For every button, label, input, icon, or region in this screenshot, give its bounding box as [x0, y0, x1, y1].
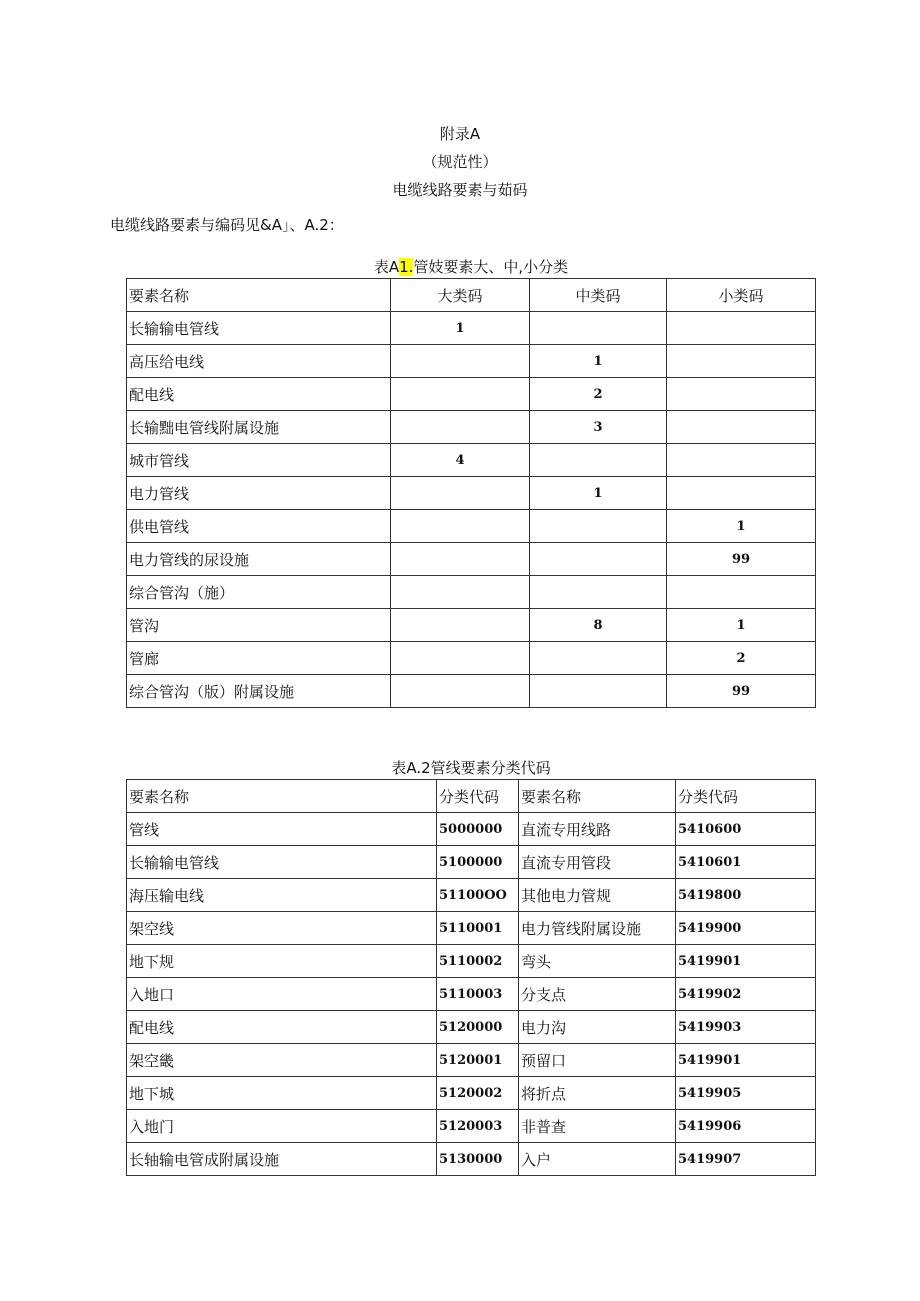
middle-code-cell: 3: [530, 411, 667, 444]
table-row: [127, 543, 816, 576]
table-row: [127, 978, 816, 1011]
classification-code-cell: 5419903: [676, 1011, 816, 1044]
middle-code-cell: [530, 576, 667, 609]
major-code-cell: [391, 510, 530, 543]
table-row: [127, 1143, 816, 1176]
table1-header-cell: 中类码: [530, 279, 667, 312]
table1-caption-suffix: 管妓要素大、中,小分类: [413, 258, 569, 276]
element-name-cell: 配电线: [127, 1011, 437, 1044]
element-name-cell: 长轴输电管成附属设施: [127, 1143, 437, 1176]
table1-header-row: [127, 279, 816, 312]
table-row: [127, 1110, 816, 1143]
table1-header-cell: 小类码: [667, 279, 816, 312]
minor-code-cell: [667, 378, 816, 411]
middle-code-cell: [530, 510, 667, 543]
table-row: [127, 510, 816, 543]
table-row: [127, 378, 816, 411]
annex-label: 附录A: [439, 125, 481, 143]
table2-header-cell: 要素名称: [127, 780, 437, 813]
element-name-cell: 架空畿: [127, 1044, 437, 1077]
middle-code-cell: [530, 444, 667, 477]
table-row: [127, 879, 816, 912]
minor-code-cell: [667, 411, 816, 444]
element-name-cell: 管廊: [127, 642, 391, 675]
classification-code-cell: 5419902: [676, 978, 816, 1011]
minor-code-cell: [667, 312, 816, 345]
element-name-cell: 长输黜电管线附属设施: [127, 411, 391, 444]
major-code-cell: 4: [391, 444, 530, 477]
table2-caption: 表A.2管线要素分类代码: [391, 759, 551, 777]
major-code-cell: [391, 411, 530, 444]
middle-code-cell: 1: [530, 345, 667, 378]
major-code-cell: [391, 642, 530, 675]
element-name-cell: 分支点: [519, 978, 676, 1011]
element-name-cell: 入地口: [127, 978, 437, 1011]
element-name-cell: 管沟: [127, 609, 391, 642]
table2-header-cell: 分类代码: [676, 780, 816, 813]
classification-code-cell: 5419800: [676, 879, 816, 912]
table-row: [127, 1011, 816, 1044]
element-name-cell: 入户: [519, 1143, 676, 1176]
major-code-cell: 1: [391, 312, 530, 345]
table2-header-cell: 要素名称: [519, 780, 676, 813]
element-name-cell: 高压给电线: [127, 345, 391, 378]
classification-code-cell: 5120003: [437, 1110, 519, 1143]
element-name-cell: 地下规: [127, 945, 437, 978]
classification-code-cell: 5110003: [437, 978, 519, 1011]
table-row: [127, 1044, 816, 1077]
classification-code-cell: 5130000: [437, 1143, 519, 1176]
element-name-cell: 电力管线附属设施: [519, 912, 676, 945]
table-row: [127, 912, 816, 945]
minor-code-cell: [667, 444, 816, 477]
table1-caption-highlight: 1.: [399, 258, 414, 276]
table-row: [127, 576, 816, 609]
major-code-cell: [391, 576, 530, 609]
classification-code-cell: 5110001: [437, 912, 519, 945]
element-name-cell: 管线: [127, 813, 437, 846]
element-name-cell: 非普查: [519, 1110, 676, 1143]
major-code-cell: [391, 543, 530, 576]
minor-code-cell: 1: [667, 510, 816, 543]
minor-code-cell: [667, 345, 816, 378]
table-row: [127, 444, 816, 477]
classification-code-cell: 5410600: [676, 813, 816, 846]
element-name-cell: 直流专用管段: [519, 846, 676, 879]
table-row: [127, 642, 816, 675]
minor-code-cell: [667, 477, 816, 510]
element-name-cell: 长输输电管线: [127, 312, 391, 345]
element-name-cell: 综合管沟（版）附属设施: [127, 675, 391, 708]
table1-header-cell: 大类码: [391, 279, 530, 312]
middle-code-cell: 2: [530, 378, 667, 411]
classification-code-cell: 51100OO: [437, 879, 519, 912]
major-code-cell: [391, 477, 530, 510]
element-name-cell: 入地门: [127, 1110, 437, 1143]
classification-code-cell: 5110002: [437, 945, 519, 978]
annex-title: 电缆线路要素与茹码: [392, 181, 528, 199]
table1-caption: [126, 257, 816, 277]
classification-code-cell: 5120001: [437, 1044, 519, 1077]
element-name-cell: 地下城: [127, 1077, 437, 1110]
table-row: [127, 945, 816, 978]
table1-caption-prefix: 表A: [373, 258, 400, 276]
minor-code-cell: 2: [667, 642, 816, 675]
table-row: [127, 675, 816, 708]
element-name-cell: 电力管线: [127, 477, 391, 510]
table-row: [127, 609, 816, 642]
minor-code-cell: [667, 576, 816, 609]
table-row: [127, 411, 816, 444]
table-row: [127, 477, 816, 510]
table2-header-cell: 分类代码: [437, 780, 519, 813]
table2-header-row: [127, 780, 816, 813]
middle-code-cell: [530, 675, 667, 708]
table-row: [127, 846, 816, 879]
middle-code-cell: [530, 543, 667, 576]
element-name-cell: 直流专用线路: [519, 813, 676, 846]
classification-code-cell: 5419905: [676, 1077, 816, 1110]
element-name-cell: 架空线: [127, 912, 437, 945]
classification-code-cell: 5419901: [676, 945, 816, 978]
classification-code-cell: 5120000: [437, 1011, 519, 1044]
intro-text: 电缆线路要素与编码见&A」、A.2：: [110, 216, 344, 234]
minor-code-cell: 1: [667, 609, 816, 642]
major-code-cell: [391, 609, 530, 642]
middle-code-cell: [530, 312, 667, 345]
classification-code-cell: 5120002: [437, 1077, 519, 1110]
middle-code-cell: 1: [530, 477, 667, 510]
classification-code-cell: 5419906: [676, 1110, 816, 1143]
annex-normative: （规范性）: [422, 153, 498, 171]
classification-code-cell: 5419907: [676, 1143, 816, 1176]
major-code-cell: [391, 378, 530, 411]
minor-code-cell: 99: [667, 675, 816, 708]
classification-code-cell: 5000000: [437, 813, 519, 846]
element-name-cell: 弯头: [519, 945, 676, 978]
element-name-cell: 电力管线的尿设施: [127, 543, 391, 576]
table1: [126, 278, 816, 708]
middle-code-cell: 8: [530, 609, 667, 642]
table-row: [127, 312, 816, 345]
element-name-cell: 其他电力管规: [519, 879, 676, 912]
classification-code-cell: 5100000: [437, 846, 519, 879]
major-code-cell: [391, 345, 530, 378]
table-row: [127, 345, 816, 378]
table2: [126, 779, 816, 1176]
element-name-cell: 海压输电线: [127, 879, 437, 912]
element-name-cell: 供电管线: [127, 510, 391, 543]
element-name-cell: 城市管线: [127, 444, 391, 477]
element-name-cell: 综合管沟（施）: [127, 576, 391, 609]
element-name-cell: 将折点: [519, 1077, 676, 1110]
classification-code-cell: 5419901: [676, 1044, 816, 1077]
element-name-cell: 配电线: [127, 378, 391, 411]
major-code-cell: [391, 675, 530, 708]
element-name-cell: 电力沟: [519, 1011, 676, 1044]
middle-code-cell: [530, 642, 667, 675]
classification-code-cell: 5419900: [676, 912, 816, 945]
table1-header-cell: 要素名称: [127, 279, 391, 312]
classification-code-cell: 5410601: [676, 846, 816, 879]
minor-code-cell: 99: [667, 543, 816, 576]
table-row: [127, 813, 816, 846]
element-name-cell: 预留口: [519, 1044, 676, 1077]
table-row: [127, 1077, 816, 1110]
element-name-cell: 长输输电管线: [127, 846, 437, 879]
